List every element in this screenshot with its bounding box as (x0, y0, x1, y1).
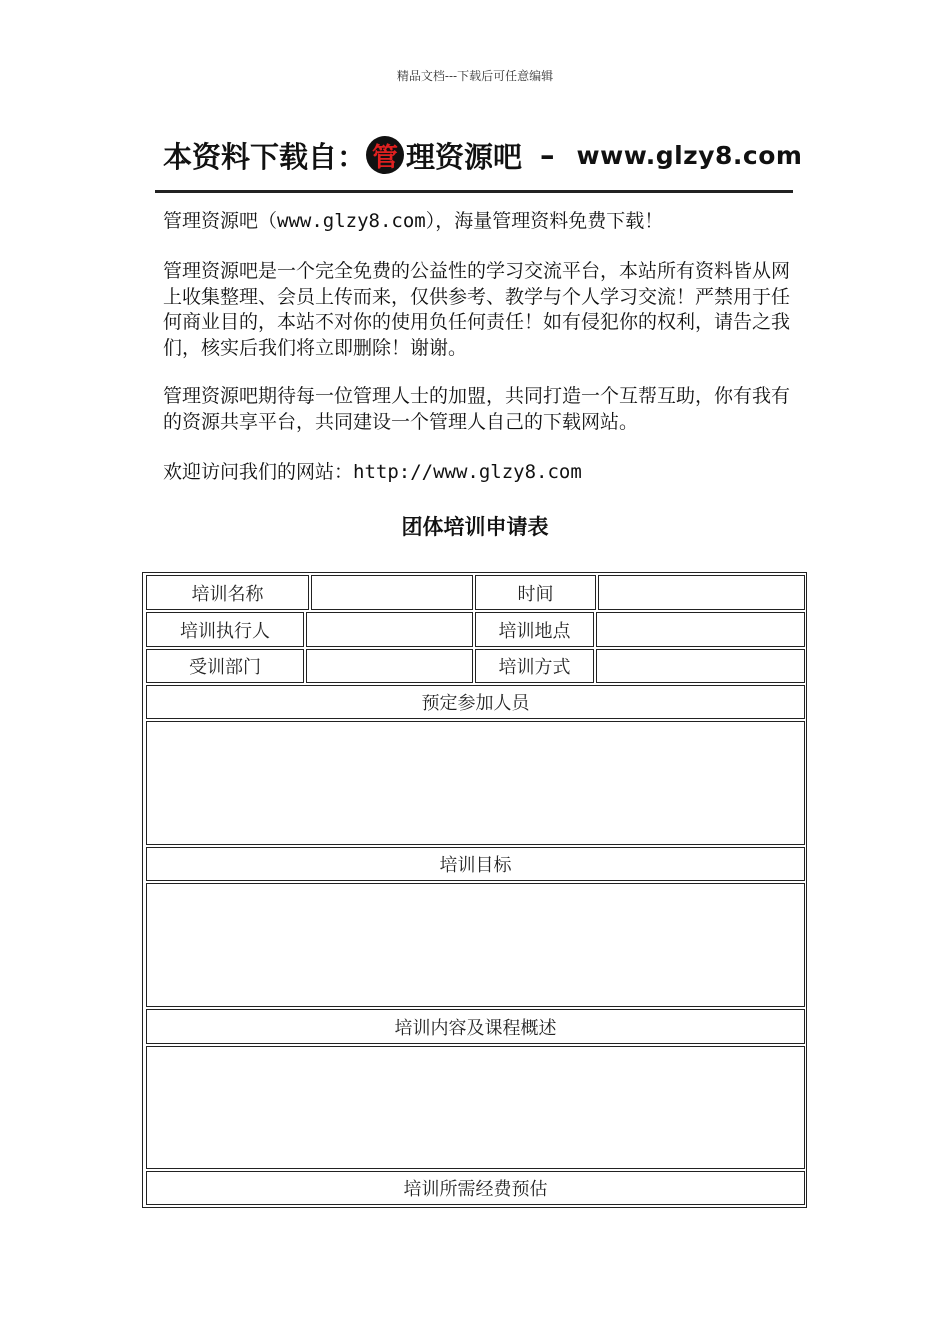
banner-dash: – (540, 138, 555, 172)
intro-text-1: 管理资源吧（www.glzy8.com），海量管理资料免费下载！ (163, 210, 664, 232)
location-label: 培训地点 (475, 612, 594, 647)
banner-prefix: 本资料下载自： (163, 139, 367, 174)
banner-url[interactable]: www.glzy8.com (576, 140, 803, 170)
budget-header: 培训所需经费预估 (146, 1171, 805, 1205)
participants-field[interactable] (146, 721, 805, 845)
participants-header: 预定参加人员 (146, 685, 805, 719)
intro-text-4: 欢迎访问我们的网站：http://www.glzy8.com (163, 461, 582, 483)
header-note: 精品文档---下载后可任意编辑 (396, 69, 554, 83)
site-logo-badge: 管 (366, 136, 404, 174)
intro-paragraph-4 (163, 460, 793, 486)
training-name-label: 培训名称 (146, 575, 309, 610)
method-label: 培训方式 (475, 649, 594, 683)
intro-paragraph-1 (163, 209, 793, 235)
department-label: 受训部门 (146, 649, 304, 683)
download-banner (163, 130, 803, 180)
executor-label: 培训执行人 (146, 612, 304, 647)
training-application-form (142, 572, 807, 1208)
executor-field[interactable] (306, 612, 473, 647)
objectives-header: 培训目标 (146, 847, 805, 881)
method-field[interactable] (596, 649, 805, 683)
form-title: 团体培训申请表 (401, 515, 549, 539)
training-name-field[interactable] (311, 575, 473, 610)
time-label: 时间 (475, 575, 596, 610)
intro-paragraph-3 (163, 384, 793, 435)
location-field[interactable] (596, 612, 805, 647)
content-header: 培训内容及课程概述 (146, 1009, 805, 1044)
intro-text-3: 管理资源吧期待每一位管理人士的加盟，共同打造一个互帮互助，你有我有的资源共享平台，共同建设一个管理人自己的下载网站。 (163, 385, 791, 433)
objectives-field[interactable] (146, 883, 805, 1007)
time-field[interactable] (598, 575, 805, 610)
department-field[interactable] (306, 649, 473, 683)
intro-paragraph-2 (163, 259, 793, 361)
banner-site-name: 理资源吧 (406, 139, 523, 174)
content-field[interactable] (146, 1046, 805, 1169)
intro-text-2: 管理资源吧是一个完全免费的公益性的学习交流平台，本站所有资料皆从网上收集整理、会员上传而来，仅供参考、教学与个人学习交流！严禁用于任何商业目的，本站不对你的使用负任何责任！如有侵犯你的权利，请告之我们，核实后我们将立即删除！谢谢。 (163, 260, 791, 359)
banner-divider (155, 190, 793, 193)
